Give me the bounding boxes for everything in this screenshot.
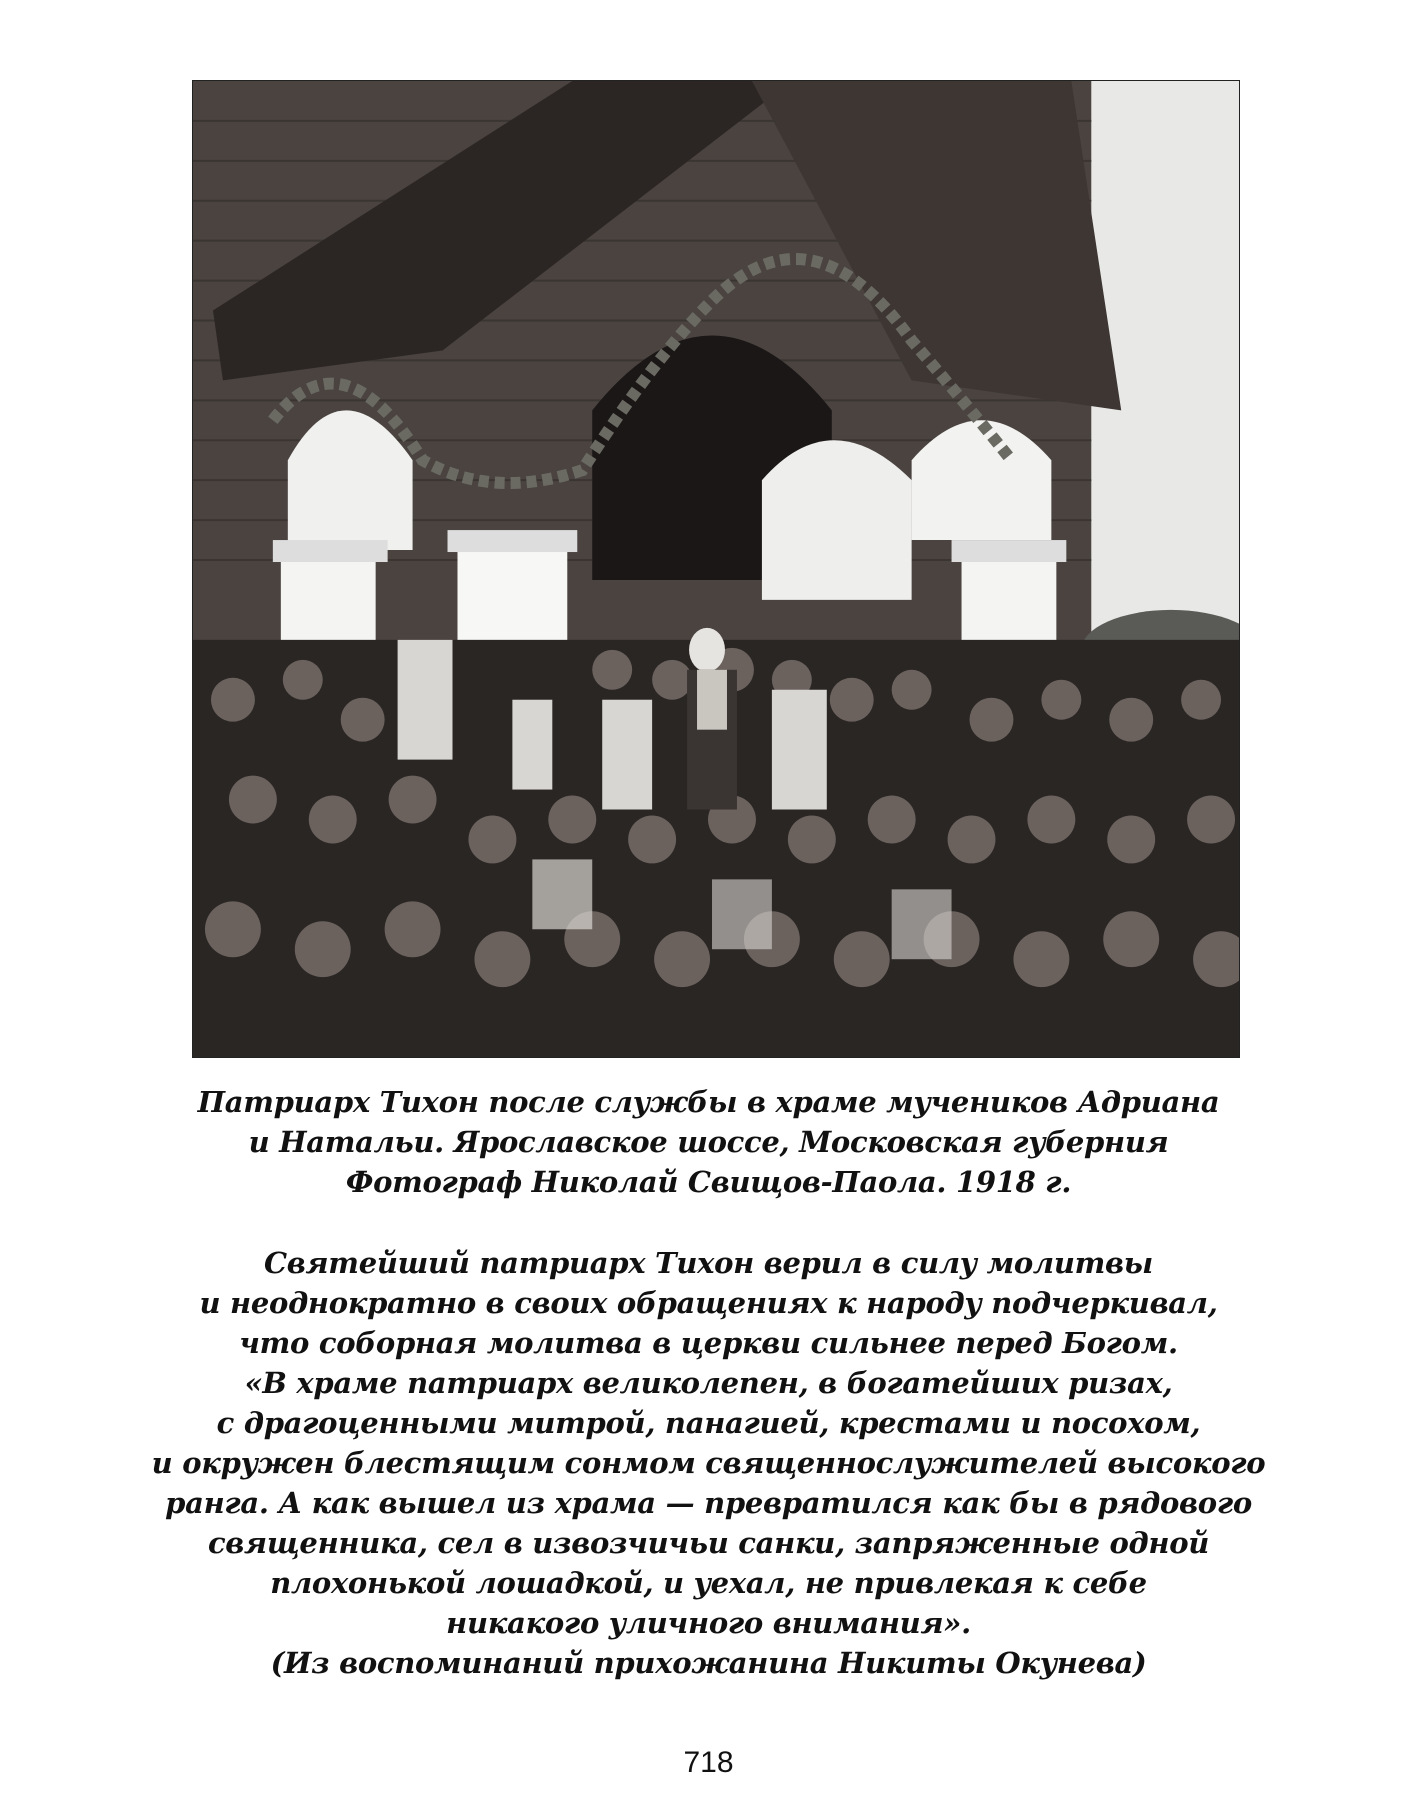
historical-photo [192, 80, 1240, 1058]
quote-line: ранга. А как вышел из храма — превратился как бы в рядового [165, 1486, 1252, 1520]
quote-block [150, 1243, 1267, 1683]
quote-line: что соборная молитва в церкви сильнее перед Богом. [239, 1326, 1178, 1360]
photo-illustration [193, 81, 1239, 1057]
caption-line: и Натальи. Ярославское шоссе, Московская губерния [248, 1125, 1169, 1159]
caption-line: Патриарх Тихон после службы в храме мучеников Адриана [197, 1085, 1220, 1119]
caption-line: Фотограф Николай Свищов-Паола. 1918 г. [345, 1165, 1072, 1199]
quote-line: с драгоценными митрой, панагией, крестами и посохом, [216, 1406, 1201, 1440]
page-number: 718 [683, 1746, 734, 1779]
quote-line: плохонькой лошадкой, и уехал, не привлекая к себе [270, 1566, 1147, 1600]
quote-line: священника, сел в извозчичьи санки, запряженные одной [207, 1526, 1210, 1560]
photo-caption [150, 1082, 1267, 1202]
quote-line: Святейший патриарх Тихон верил в силу молитвы [264, 1246, 1153, 1280]
quote-line: и неоднократно в своих обращениях к народу подчеркивал, [199, 1286, 1218, 1320]
quote-line: и окружен блестящим сонмом священнослужителей высокого [151, 1446, 1266, 1480]
quote-line: никакого уличного внимания». [446, 1606, 971, 1640]
quote-line: «В храме патриарх великолепен, в богатейших ризах, [244, 1366, 1173, 1400]
quote-source: (Из воспоминаний прихожанина Никиты Окунева) [270, 1646, 1147, 1680]
